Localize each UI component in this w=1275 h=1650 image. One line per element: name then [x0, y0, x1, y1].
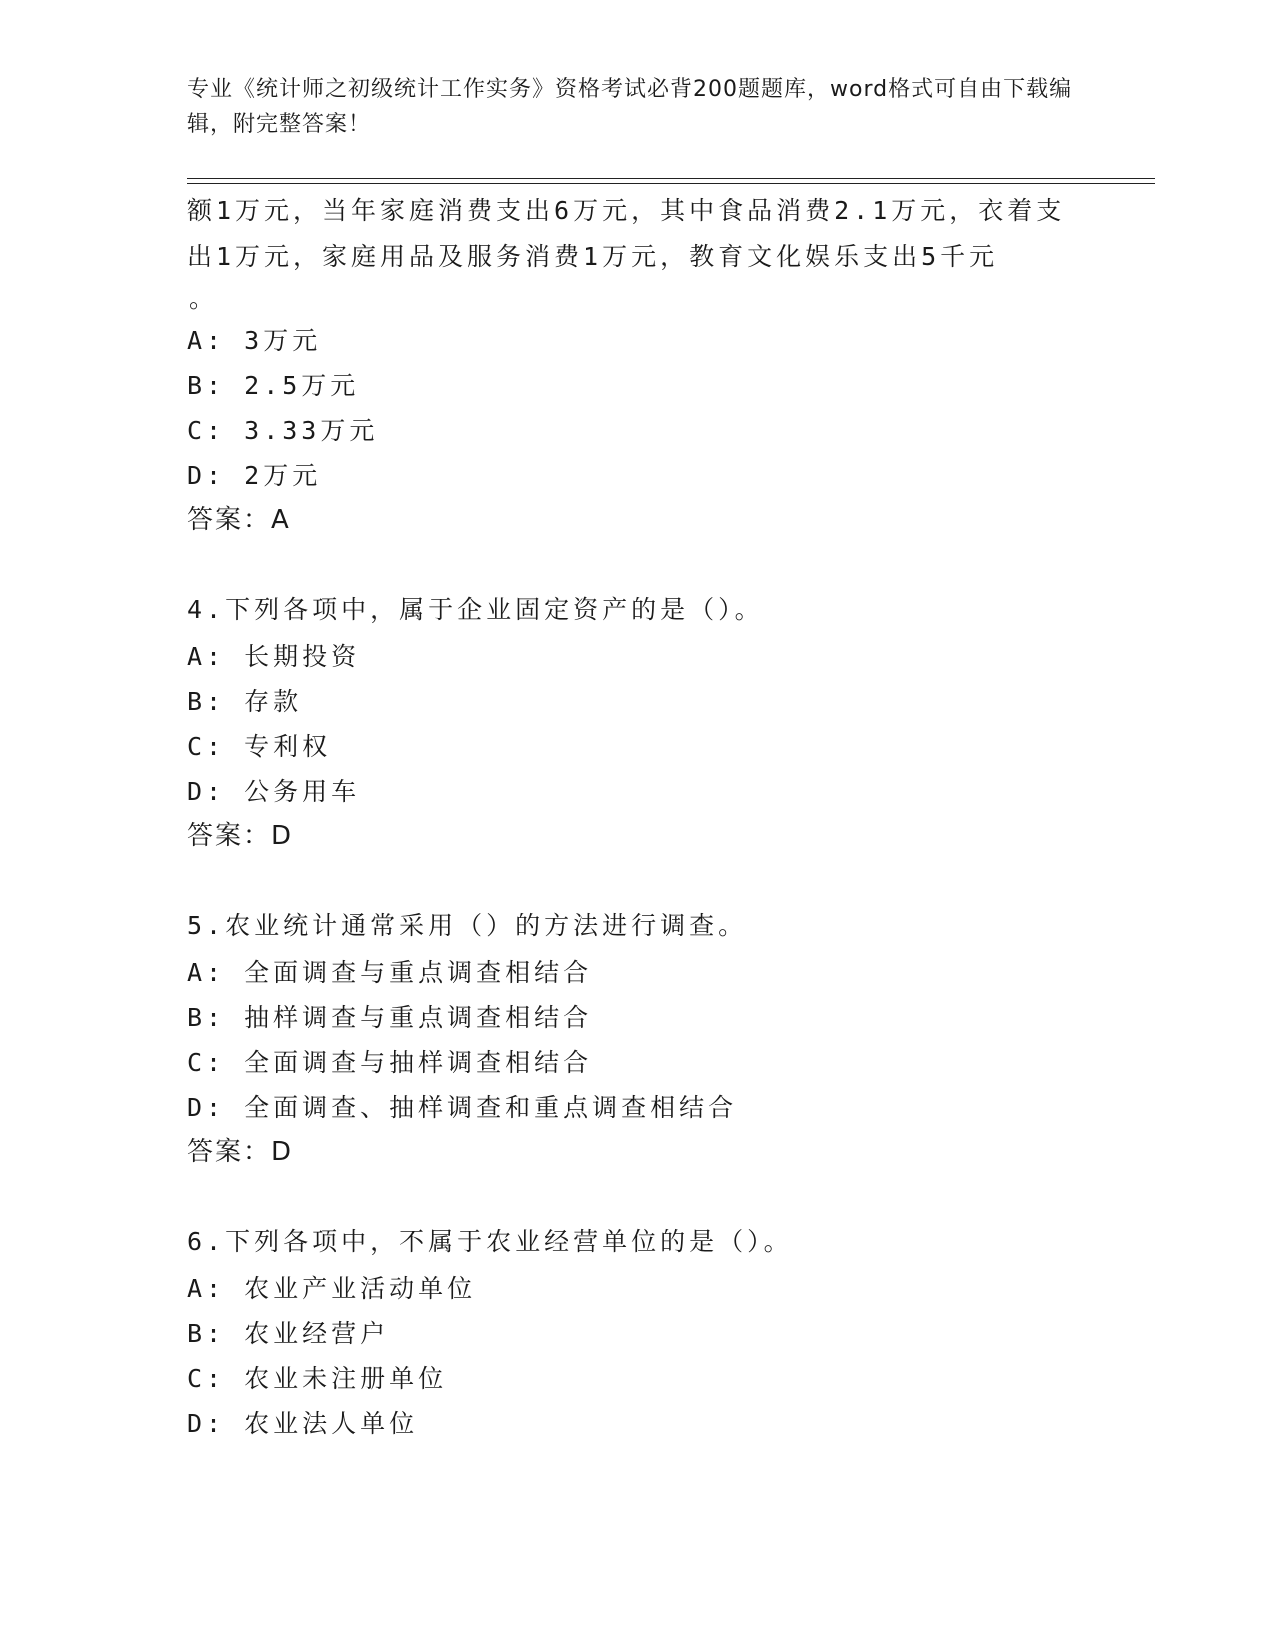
question-5: [187, 902, 1087, 1175]
question-6: [187, 1218, 1087, 1446]
question-4-option-b: B: 存款: [187, 687, 303, 716]
header-rule-top: [187, 178, 1155, 179]
question-5-option-b: B: 抽样调查与重点调查相结合: [187, 1003, 593, 1032]
question-6-option-b: B: 农业经营户: [187, 1319, 390, 1348]
spacer: [187, 859, 1087, 902]
question-3-option-d: D: 2万元: [187, 461, 322, 490]
question-4: [187, 586, 1087, 859]
question-6-option-d: D: 农业法人单位: [187, 1409, 419, 1438]
question-3-trailing-period: 。: [189, 284, 215, 313]
document-header: 专业《统计师之初级统计工作实务》资格考试必背200题题库，word格式可自由下载编辑，附完整答案！: [187, 77, 1073, 137]
header-rule-bottom: [187, 183, 1155, 184]
question-3-answer: 答案：A: [187, 505, 291, 535]
question-5-option-a: A: 全面调查与重点调查相结合: [187, 958, 593, 987]
question-4-option-d: D: 公务用车: [187, 777, 361, 806]
question-6-title: 6.下列各项中，不属于农业经营单位的是（）。: [187, 1227, 793, 1256]
question-6-option-a: A: 农业产业活动单位: [187, 1274, 477, 1303]
question-6-option-c: C: 农业未注册单位: [187, 1364, 448, 1393]
question-3-option-a: A: 3万元: [187, 326, 322, 355]
question-3: [187, 188, 1087, 543]
spacer: [187, 543, 1087, 586]
question-4-answer: 答案：D: [187, 821, 294, 851]
question-4-option-c: C: 专利权: [187, 732, 332, 761]
question-3-continued-text: 额1万元，当年家庭消费支出6万元，其中食品消费2.1万元，衣着支出1万元，家庭用品及服务消费1万元，教育文化娱乐支出5千元: [187, 196, 1066, 271]
question-5-title: 5.农业统计通常采用（）的方法进行调查。: [187, 911, 748, 940]
question-5-option-d: D: 全面调查、抽样调查和重点调查相结合: [187, 1093, 738, 1122]
question-5-answer: 答案：D: [187, 1137, 294, 1167]
question-4-option-a: A: 长期投资: [187, 642, 361, 671]
question-3-option-c: C: 3.33万元: [187, 416, 379, 445]
spacer: [187, 1175, 1087, 1218]
question-4-title: 4.下列各项中，属于企业固定资产的是（）。: [187, 595, 764, 624]
question-3-option-b: B: 2.5万元: [187, 371, 360, 400]
question-5-option-c: C: 全面调查与抽样调查相结合: [187, 1048, 593, 1077]
question-content: [187, 188, 1087, 1446]
